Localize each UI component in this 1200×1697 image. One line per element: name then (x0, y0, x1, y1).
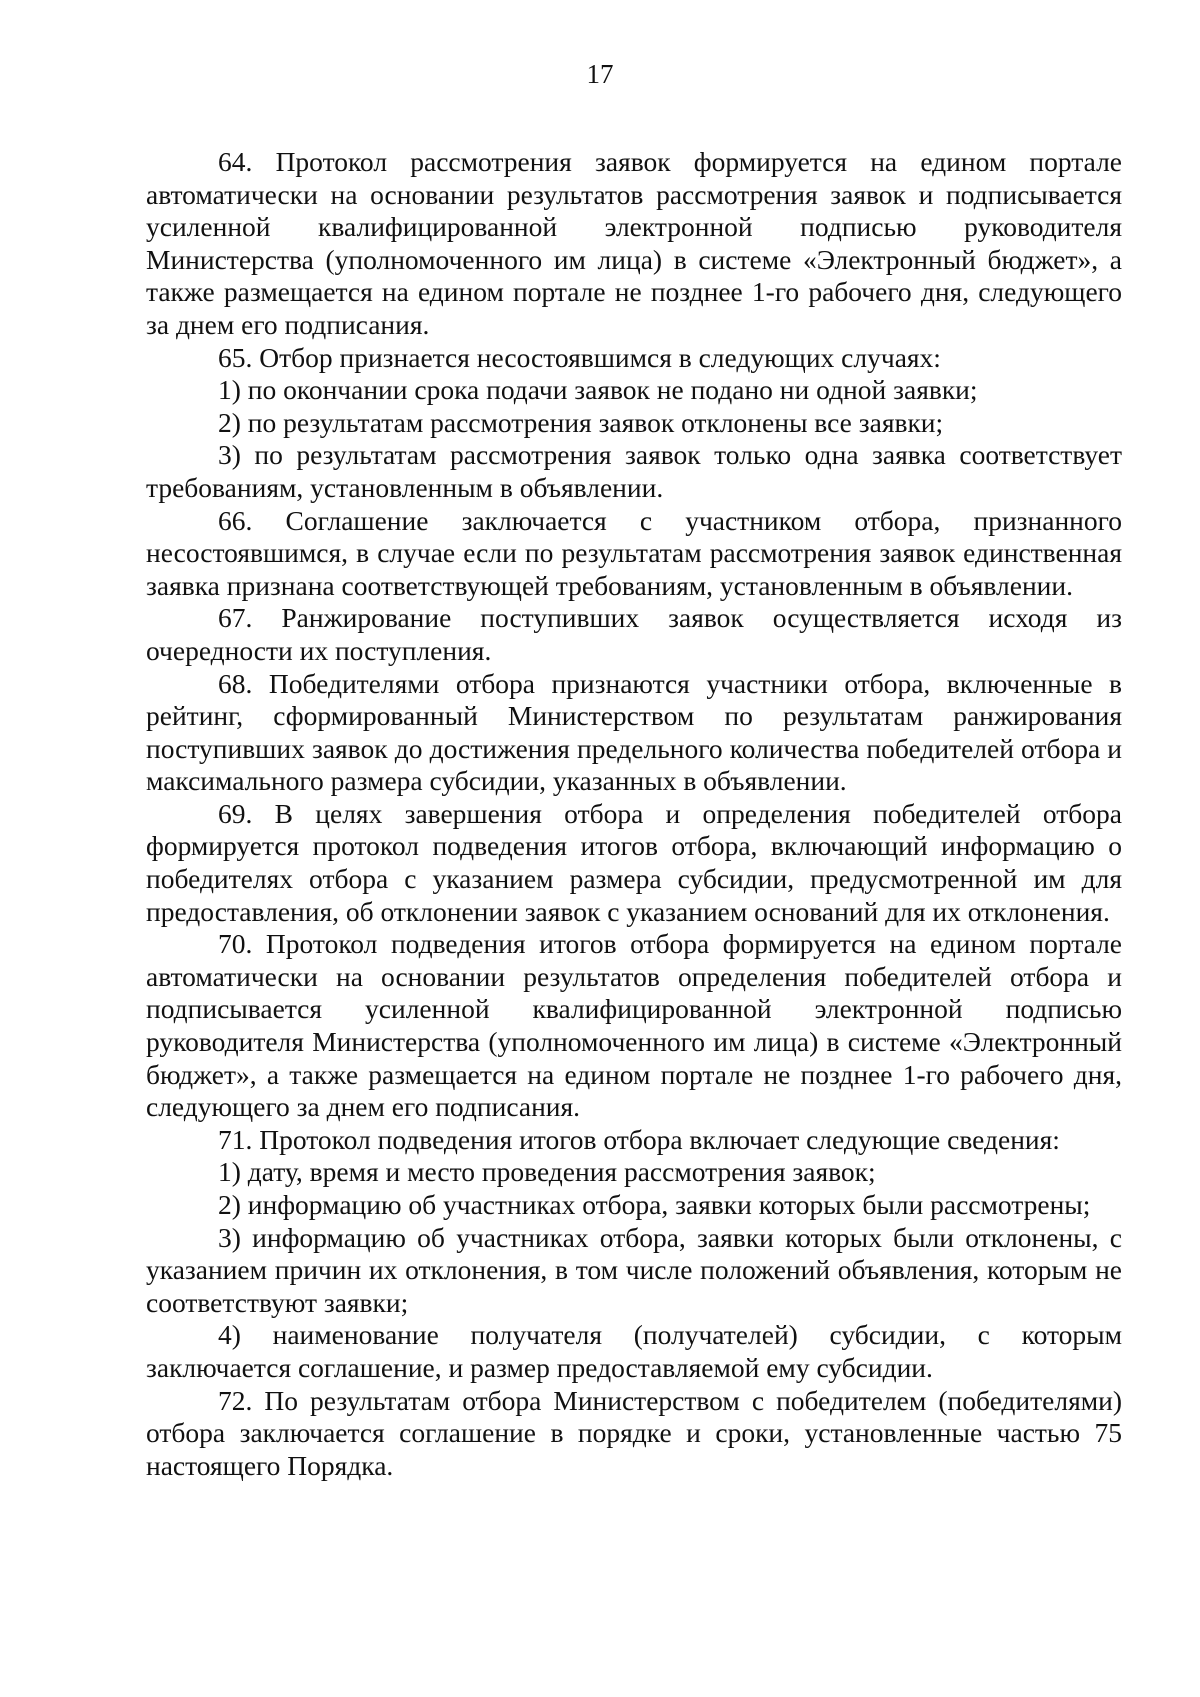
paragraph-71-item-1: 1) дату, время и место проведения рассмотрения заявок; (218, 1156, 876, 1188)
paragraph-65-item-2: 2) по результатам рассмотрения заявок отклонены все заявки; (218, 406, 944, 438)
paragraph-71: 71. Протокол подведения итогов отбора включает следующие сведения: (218, 1123, 1060, 1155)
paragraph-71-item-4: 4) наименование получателя (получателей) субсидии, с которым заключается соглашение, и размер предоставляемой ему субсидии. (146, 1319, 1122, 1383)
paragraph-65-item-1: 1) по окончании срока подачи заявок не подано ни одной заявки; (218, 374, 978, 406)
document-body (146, 146, 1122, 1482)
paragraph-66: 66. Соглашение заключается с участником отбора, признанного несостоявшимся, в случае если по результатам рассмотрения заявок единственная заявка признана соответствующей требованиям, установленным в объявлении. (146, 504, 1122, 601)
paragraph-68: 68. Победителями отбора признаются участники отбора, включенные в рейтинг, сформированный Министерством по результатам ранжирования поступивших заявок до достижения предельного количества победителей отбора и максимального размера субсидии, указанных в объявлении. (146, 667, 1122, 797)
paragraph-65-item-3: 3) по результатам рассмотрения заявок только одна заявка соответствует требованиям, установленным в объявлении. (146, 439, 1122, 503)
paragraph-71-item-2: 2) информацию об участниках отбора, заявки которых были рассмотрены; (218, 1189, 1091, 1220)
paragraph-67: 67. Ранжирование поступивших заявок осуществляется исходя из очередности их поступления. (146, 602, 1122, 666)
paragraph-69: 69. В целях завершения отбора и определения победителей отбора формируется протокол подведения итогов отбора, включающий информацию о победителях отбора с указанием размера субсидии, предусмотренной им для предоставления, об отклонении заявок с указанием оснований для их отклонения. (146, 797, 1122, 927)
paragraph-71-item-3: 3) информацию об участниках отбора, заявки которых были отклонены, с указанием причин их отклонения, в том числе положений объявления, которым не соответствуют заявки; (146, 1221, 1122, 1318)
page-number: 17 (586, 59, 614, 89)
paragraph-70: 70. Протокол подведения итогов отбора формируется на едином портале автоматически на основании результатов определения победителей отбора и подписывается усиленной квалифицированной электронной подписью руководителя Министерства (уполномоченного им лица) в системе «Электронный бюджет», а также размещается на едином портале не позднее 1-го рабочего дня, следующего за днем его подписания. (146, 928, 1122, 1123)
paragraph-65: 65. Отбор признается несостоявшимся в следующих случаях: (218, 341, 941, 373)
paragraph-64: 64. Протокол рассмотрения заявок формируется на едином портале автоматически на основании результатов рассмотрения заявок и подписывается усиленной квалифицированной электронной подписью руководителя Министерства (уполномоченного им лица) в системе «Электронный бюджет», а также размещается на едином портале не позднее 1-го рабочего дня, следующего за днем его подписания. (146, 146, 1122, 340)
paragraph-72: 72. По результатам отбора Министерством с победителем (победителями) отбора заключается соглашение в порядке и сроки, установленные частью 75 настоящего Порядка. (146, 1384, 1122, 1481)
